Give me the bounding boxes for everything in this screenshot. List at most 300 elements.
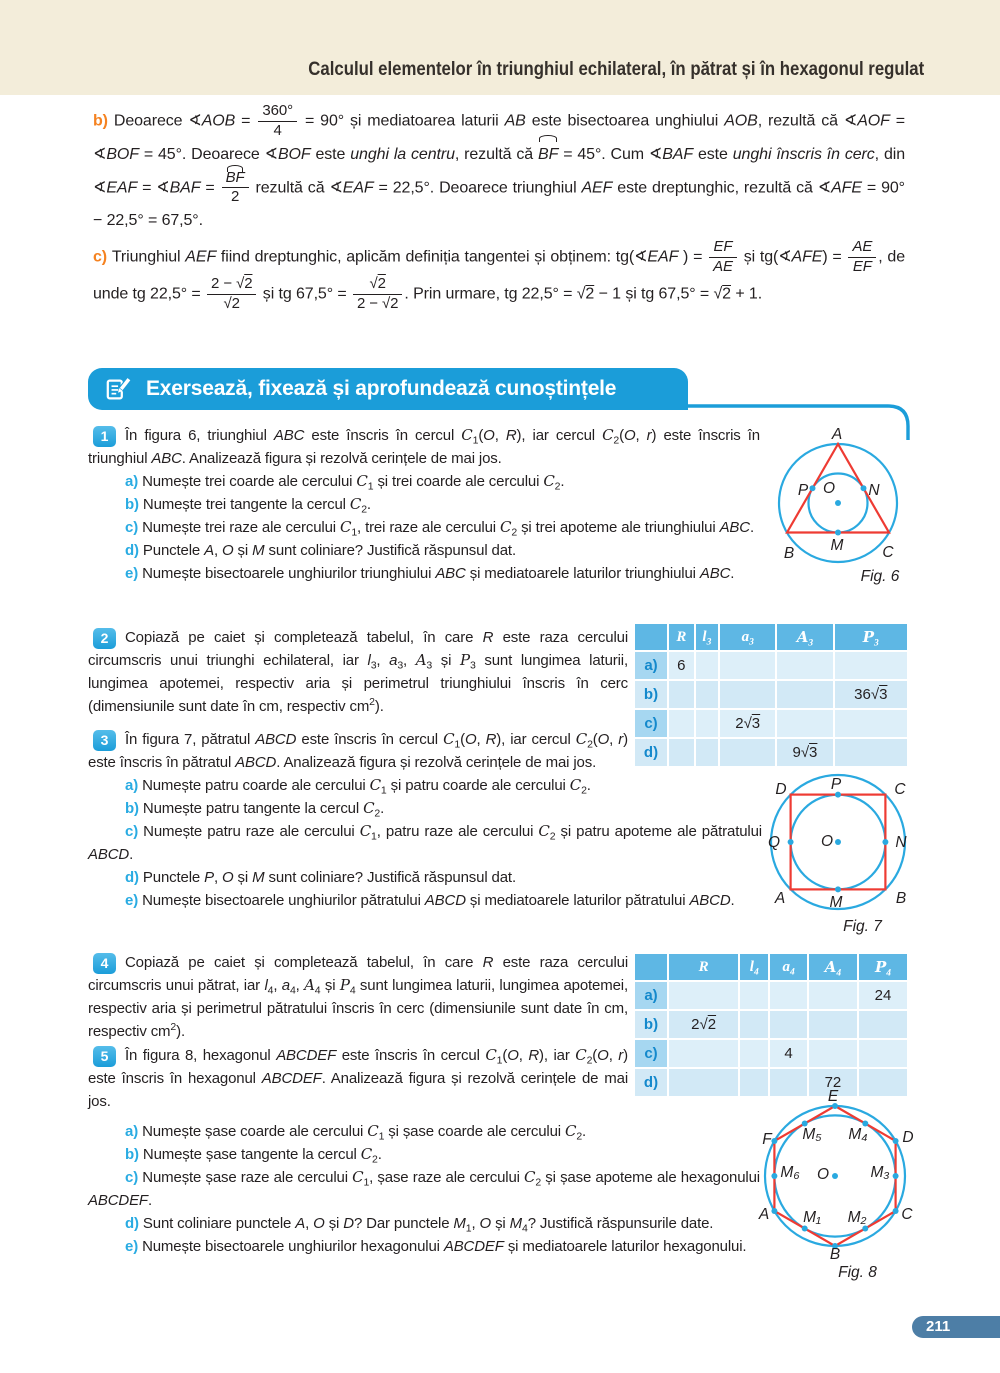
math-var: ABCDEF [276,1047,337,1064]
subscript: 2 [586,1054,593,1067]
exercise-number: 2 [93,628,116,649]
script-letter: C [575,1046,587,1064]
math-var: BAF [169,179,201,197]
item-letter: c) [125,823,144,840]
table-cell [740,1040,768,1067]
math-var: ABCD [88,846,130,863]
math-var: R [482,629,494,646]
figure-7 [765,772,960,942]
table-row [635,1040,907,1067]
script-letter: C [356,472,368,490]
point-label-n: N [868,482,880,499]
table-row [635,710,907,737]
chapter-title: Calculul elementelor în triunghiul echilateral, în pătrat și în hexagonul regulat [308,58,924,80]
math-var: l [264,977,268,994]
fraction [709,239,737,276]
table-cell [740,982,768,1009]
math-var: ABC [273,427,305,444]
subscript: 2 [374,807,381,820]
table-cell [835,652,907,679]
point-label-m: M [830,537,844,554]
math-var: AB [504,112,526,130]
math-var: ABCD [255,731,297,748]
item-letter: e) [125,1238,143,1255]
math-var: O [623,427,636,444]
table-cell [669,982,738,1009]
exercise-statement: Copiază pe caiet și completează tabelul, în care R este raza cercului circumscris unui pătrat, iar $l_4$, $a_4$, $A_4$ și $P_4$ sunt lungimea laturii, lungimea apotemei, respectiv aria și perimetrul pătratului înscris în cerc (dimensiunile sunt date în cm, respectiv $cm^2$). [88,954,628,1040]
math-var: O [507,1047,519,1064]
math-var: A [204,542,214,559]
point-label-n: N [895,834,907,851]
math-var: a [741,628,750,645]
subscript: 1 [496,1054,503,1067]
item-letter: b) [125,800,143,817]
subscript: 2 [372,1153,378,1166]
fraction [848,239,876,276]
completion-table [633,622,909,768]
subscript: 4 [289,984,296,997]
script-letter: C [500,518,512,536]
subscript: 4 [753,967,759,977]
script-letter: C [602,426,614,444]
table-cell [696,710,718,737]
fig8-caption: Fig. 8 [838,1264,877,1281]
point-label-f: F [762,1131,772,1148]
subscript: 4 [267,984,274,997]
exercise-2 [88,626,628,718]
math-var: R [676,628,687,645]
script-letter: C [443,730,455,748]
script-letter: C [485,1046,497,1064]
math-var: ABCD [689,892,731,909]
point-o-dot [832,1173,838,1179]
script-letter: C [369,776,381,794]
script-letter: C [565,1122,577,1140]
fig7-drawing [765,772,960,917]
row-label: a) [635,982,667,1009]
table-row [635,739,907,766]
math-var: ABCDEF [443,1238,504,1255]
point-n-dot [861,485,867,491]
point-label-c: C [894,781,906,798]
column-header [635,624,667,650]
exercise-item: e) Numește bisectoarele unghiurilor hexagonului ABCDEF și mediatoarele laturilor hexagonului. [125,1238,747,1255]
table-row [635,1011,907,1038]
point-m-dot [835,886,841,892]
section-banner [88,368,688,410]
exercise-number: 1 [93,426,116,447]
math-var: M [509,1215,522,1232]
math-var: ABCDEF [261,1070,322,1087]
subscript: 4 [349,984,356,997]
radical: √3 [800,744,818,761]
exercise-statement: Copiază pe caiet și completează tabelul, în care R este raza cercului circumscris unui triunghi echilateral, iar $l_3$, $a_3$, $A_3$ și $P_3$ sunt lungimea laturii, lungimea apotemei, respectiv aria și perimetrul triunghiului înscris în cerc (dimensiunile sunt date în cm, respectiv $cm^2$). [88,629,628,715]
table-cell [669,739,694,766]
math-var: O [464,731,477,748]
script-letter: P [460,651,470,669]
script-letter: C [352,1168,364,1186]
item-letter: e) [125,892,143,909]
script-letter: C [461,426,473,444]
subscript: 1 [454,738,461,751]
exercise-statement: În figura 8, hexagonul ABCDEF este înscris în cercul $C_1(O$, R), iar $C_2(O$, r) este înscris în hexagonul ABCDEF. Analizează figura și rezolvă cerințele de mai jos. [88,1046,629,1110]
item-letter: a) [125,1123,143,1140]
subscript: 3 [706,637,712,647]
item-letter: b) [125,496,143,513]
table-cell [777,681,832,708]
point-a-dot [771,1208,777,1214]
table-cell [720,652,775,679]
math-var: ABCD [235,754,277,771]
math-var: AEF [581,179,613,197]
table-row [635,982,907,1009]
exercise-item: d) Sunt coliniare punctele A, O și D? Dar punctele $M_1$, O și $M_4$? Justifică răspunsurile date. [125,1215,714,1235]
row-label: b) [635,1011,667,1038]
script-letter: A [415,651,427,669]
subscript: 3 [370,659,377,672]
script-letter: P [874,957,887,976]
table-header-row [635,954,907,980]
table-cell [835,739,907,766]
point-label-m1: M₁ [803,1209,821,1226]
table-cell: 36√3 [835,681,907,708]
math-var: M [252,869,265,886]
subscript: 4 [789,967,795,977]
exercise-number: 3 [93,730,116,751]
point-f-dot [771,1138,777,1144]
point-label-a: A [758,1206,770,1223]
exercise-item: c) Numește patru raze ale cercului $C_1$, patru raze ale cercului $C_2$ și patru apoteme ale pătratului ABCD. [88,822,762,863]
math-var: EF [713,238,733,256]
point-label-o: O [822,480,836,497]
table-row [635,652,907,679]
subscript: 3 [874,638,879,648]
section-title: Exersează, fixează și aprofundează cunoștințele [146,377,617,400]
script-letter: C [340,518,352,536]
table-cell [777,710,832,737]
math-var: R [698,958,709,975]
table-cell [696,681,718,708]
subscript: 4 [886,968,891,978]
fig6-caption: Fig. 6 [860,568,900,585]
table-cell [720,739,775,766]
script-letter: C [538,822,550,840]
paragraph-label: b) [93,112,114,130]
script-letter: C [543,472,555,490]
paragraph-label: c) [93,248,112,266]
column-header [669,624,694,650]
exercise-item: e) Numește bisectoarele unghiurilor pătratului ABCD și mediatoarele laturilor pătratului ABCD. [125,892,735,909]
math-var: D [343,1215,354,1232]
math-var: l [367,652,371,669]
point-d-dot [893,1138,899,1144]
math-var: A [295,1215,306,1232]
table-cell [809,982,857,1009]
subscript: 2 [613,434,620,447]
table-cell [809,1040,857,1067]
script-letter: C [524,1168,536,1186]
point-label-p: P [797,482,809,499]
math-var: r [618,1047,624,1064]
math-var: M [252,542,265,559]
item-letter: a) [125,473,143,490]
radical: √2 [369,274,386,292]
exercise-item: d) Punctele P, O și M sunt coliniare? Justifică răspunsul dat. [125,869,516,886]
subscript: 2 [511,526,518,539]
column-header [859,954,907,980]
table-cell: 2√2 [669,1011,738,1038]
math-var: O [479,1215,492,1232]
point-m3-dot [893,1173,899,1179]
radical: √3 [743,715,761,732]
figure-8 [755,1088,960,1293]
table-cell [669,681,694,708]
radical: √2 [382,294,399,312]
math-var: BOF [277,145,311,163]
script-letter: C [359,822,372,840]
item-letter: d) [125,542,143,559]
subscript: 1 [378,1130,385,1143]
table-cell [740,1011,768,1038]
subscript: 2 [581,784,587,797]
exercise-item: b) Numește patru tangente la cercul $C_2$. [125,799,385,820]
row-label: c) [635,1040,667,1067]
table-cell: 9√3 [777,739,832,766]
math-var: R [505,427,517,444]
point-p-dot [810,485,816,491]
math-var: AOB [201,112,236,130]
point-label-a: A [831,426,843,443]
item-letter: d) [125,1215,143,1232]
math-var: R [485,731,497,748]
fraction: $\frac{√2}{2 - √2}$ [353,276,402,313]
math-var: R [482,954,494,971]
point-label-a: A [774,890,786,907]
subscript: 1 [380,784,387,797]
subscript: 1 [465,1222,472,1235]
point-o-dot [835,839,841,845]
point-label-c: C [901,1206,913,1223]
exercise-item: a) Numește patru coarde ale cercului $C_1$ și patru coarde ale cercului $C_2$. [125,776,591,797]
radical: √2 [576,285,595,303]
point-label-p: P [830,776,842,793]
exercise-item: e) Numește bisectoarele unghiurilor triunghiului ABC și mediatoarele laturilor triunghiului ABC. [125,565,735,582]
exercise-item: c) Numește trei raze ale cercului $C_1$, trei raze ale cercului $C_2$ și trei apoteme ale triunghiului ABC. [125,518,754,539]
math-var: AFE [791,248,823,266]
table-cell [696,652,718,679]
fraction: $\frac{BF}{2}$ [222,170,249,207]
item-letter: a) [125,777,143,794]
math-var: O [597,1047,609,1064]
script-letter: P [862,627,875,646]
column-header [809,954,857,980]
math-var: P [204,869,214,886]
subscript: 4 [836,968,842,978]
column-header [720,624,775,650]
math-var: O [483,427,495,444]
column-header [835,624,907,650]
math-var: EF [852,257,872,275]
math-var: ABC [435,565,466,582]
point-label-o: O [820,833,834,850]
point-n-dot [882,839,888,845]
completion-table [633,952,909,1098]
solution-paragraph: c) Triunghiul AEF fiind dreptunghic, aplicăm definiția tangentei și obținem: tg(∢EAF ) = $\frac{EF}{AE}$ și tg(∢AFE) = $\frac{AE}{EF}$ , de unde tg 22,5° = $\frac{2 - √2}{√2}$ și tg 67,5° = $\frac{√2}{2 - √2}$ . Prin urmare, tg 22,5° = √2 − 1 și tg 67,5° = √2 + 1. [93,238,905,312]
math-var: AEF [185,248,217,266]
row-label: d) [635,1069,667,1096]
point-q-dot [788,839,794,845]
math-var: BAF [662,145,694,163]
radical: √2 [223,294,240,312]
pencil-note-icon [105,375,133,403]
math-var: EAF [106,179,138,197]
subscript: 1 [371,830,377,843]
math-var: EAF [342,179,374,197]
item-letter: c) [125,519,143,536]
figure-6 [770,425,990,595]
point-label-m3: M₃ [870,1164,890,1181]
table-header-row [635,624,907,650]
math-var: AE [852,238,873,256]
subscript: 2 [587,738,593,751]
radical: √2 [713,285,731,303]
fraction: $\frac{2 - √2}{√2}$ [207,276,256,313]
math-var: O [597,731,610,748]
table-cell: 4 [770,1040,807,1067]
math-var: unghi la centru [350,145,455,163]
superscript: 2 [369,696,375,708]
subscript: 2 [554,480,561,493]
exercise-item: a) Numește trei coarde ale cercului $C_1$ și trei coarde ale cercului $C_2$. [125,472,565,493]
script-letter: C [349,495,362,513]
point-label-b: B [895,890,907,907]
point-label-m2: M₂ [847,1209,867,1226]
script-letter: C [367,1122,379,1140]
table-cell: 24 [859,982,907,1009]
column-header [669,954,738,980]
math-var: ABCD [424,892,466,909]
math-var: a [389,652,398,669]
math-var: AOF [857,112,890,130]
math-var: BOF [106,145,139,163]
point-label-m: M [829,894,843,911]
radical: √2 [699,1016,717,1033]
table-cell: 6 [669,652,694,679]
point-label-b: B [783,545,795,562]
subscript: 1 [351,526,358,539]
row-label: d) [635,739,667,766]
point-label-b: B [829,1246,841,1263]
math-var: a [782,958,790,975]
item-letter: e) [125,565,143,582]
math-var: AFE [831,179,862,197]
table-cell [720,681,775,708]
table-cell [669,1040,738,1067]
point-label-d: D [902,1129,914,1146]
table-cell [696,739,718,766]
point-label-m6: M₆ [780,1164,800,1181]
table-triangle [633,622,909,768]
math-var: O [313,1215,325,1232]
point-o-dot [835,500,841,506]
exercise-item: b) Numește trei tangente la cercul $C_2$. [125,495,371,516]
table-row [635,681,907,708]
point-label-o: O [816,1166,830,1183]
script-letter: C [360,1145,373,1163]
math-var: l [702,628,707,645]
fig7-caption: Fig. 7 [843,918,882,935]
table-cell: 2√3 [720,710,775,737]
column-header [770,954,807,980]
subscript: 2 [535,1176,542,1189]
subscript: 3 [469,659,476,672]
exercise-number: 4 [93,953,116,974]
solution-text [93,103,905,315]
math-var: AOB [724,112,758,130]
exercise-statement: În figura 7, pătratul ABCD este înscris în cercul $C_1(O$, R), iar cercul $C_2(O$, r) este înscris în pătratul ABCD. Analizează figura și rezolvă cerințele de mai jos. [88,730,628,771]
solution-paragraph: b) Deoarece ∢AOB = $\frac{360^\circ}{4}$ = 90° și mediatoarea laturii AB este bisectoarea unghiului AOB, rezultă că ∢AOF = ∢BOF = 45°. Deoarece ∢BOF este unghi la centru, rezultă că BF = 45°. Cum ∢BAF este unghi înscris în cerc, din ∢EAF = ∢BAF = $\frac{BF}{2}$ rezultă că ∢EAF = 22,5°. Deoarece triunghiul AEF este dreptunghic, rezultă că ∢AFE = 90° − 22,5° = 67,5°. [93,102,906,230]
point-c-dot [893,1208,899,1214]
subscript: 3 [426,659,433,672]
page-number: 211 [926,1318,951,1335]
math-var: unghi înscris în cerc [732,145,875,163]
math-var: l [749,958,754,975]
column-header [635,954,667,980]
math-var: ABC [151,450,182,467]
arc-over: BF [538,140,558,170]
radical: √3 [870,686,888,703]
arc-over: BF [225,168,245,186]
table-cell [835,710,907,737]
subscript: 3 [808,638,814,648]
script-letter: A [824,957,837,976]
math-var: a [281,977,290,994]
script-letter: C [575,730,588,748]
point-label-m4: M₄ [848,1126,868,1143]
math-var: ABC [719,519,750,536]
subscript: 1 [472,434,479,447]
item-letter: b) [125,1146,143,1163]
exercise-item: c) Numește șase raze ale cercului $C_1$, șase raze ale cercului $C_2$ și șase apoteme ale hexagonului ABCDEF. [88,1168,760,1209]
table-cell [669,710,694,737]
math-var: AE [713,257,733,275]
point-m-dot [835,530,841,536]
exercise-item: b) Numește șase tangente la cercul $C_2$. [125,1145,382,1166]
math-var: O [222,542,234,559]
exercise-number: 5 [93,1046,116,1067]
point-label-q: Q [767,834,781,851]
fraction: $\frac{360^\circ}{4}$ [258,103,297,140]
exercise-statement: În figura 6, triunghiul ABC este înscris în cercul $C_1(O$, R), iar cercul $C_2(O$, r) este înscris în triunghiul ABC. Analizează figura și rezolvă cerințele de mai jos. [88,426,760,467]
math-var: EAF [647,248,679,266]
script-letter: A [796,627,809,646]
subscript: 2 [549,830,556,843]
subscript: 3 [749,637,754,647]
row-label: a) [635,652,667,679]
subscript: 4 [314,984,321,997]
script-letter: P [339,976,350,994]
page-number-badge [912,1316,1000,1338]
column-header [777,624,832,650]
radical: √2 [236,274,253,292]
table-cell [770,1011,807,1038]
table-cell [777,652,832,679]
subscript: 1 [363,1176,370,1189]
exercise-item: d) Punctele A, O și M sunt coliniare? Justifică răspunsul dat. [125,542,516,559]
math-var: ABC [699,565,731,582]
subscript: 1 [367,480,374,493]
subscript: 2 [576,1130,583,1143]
